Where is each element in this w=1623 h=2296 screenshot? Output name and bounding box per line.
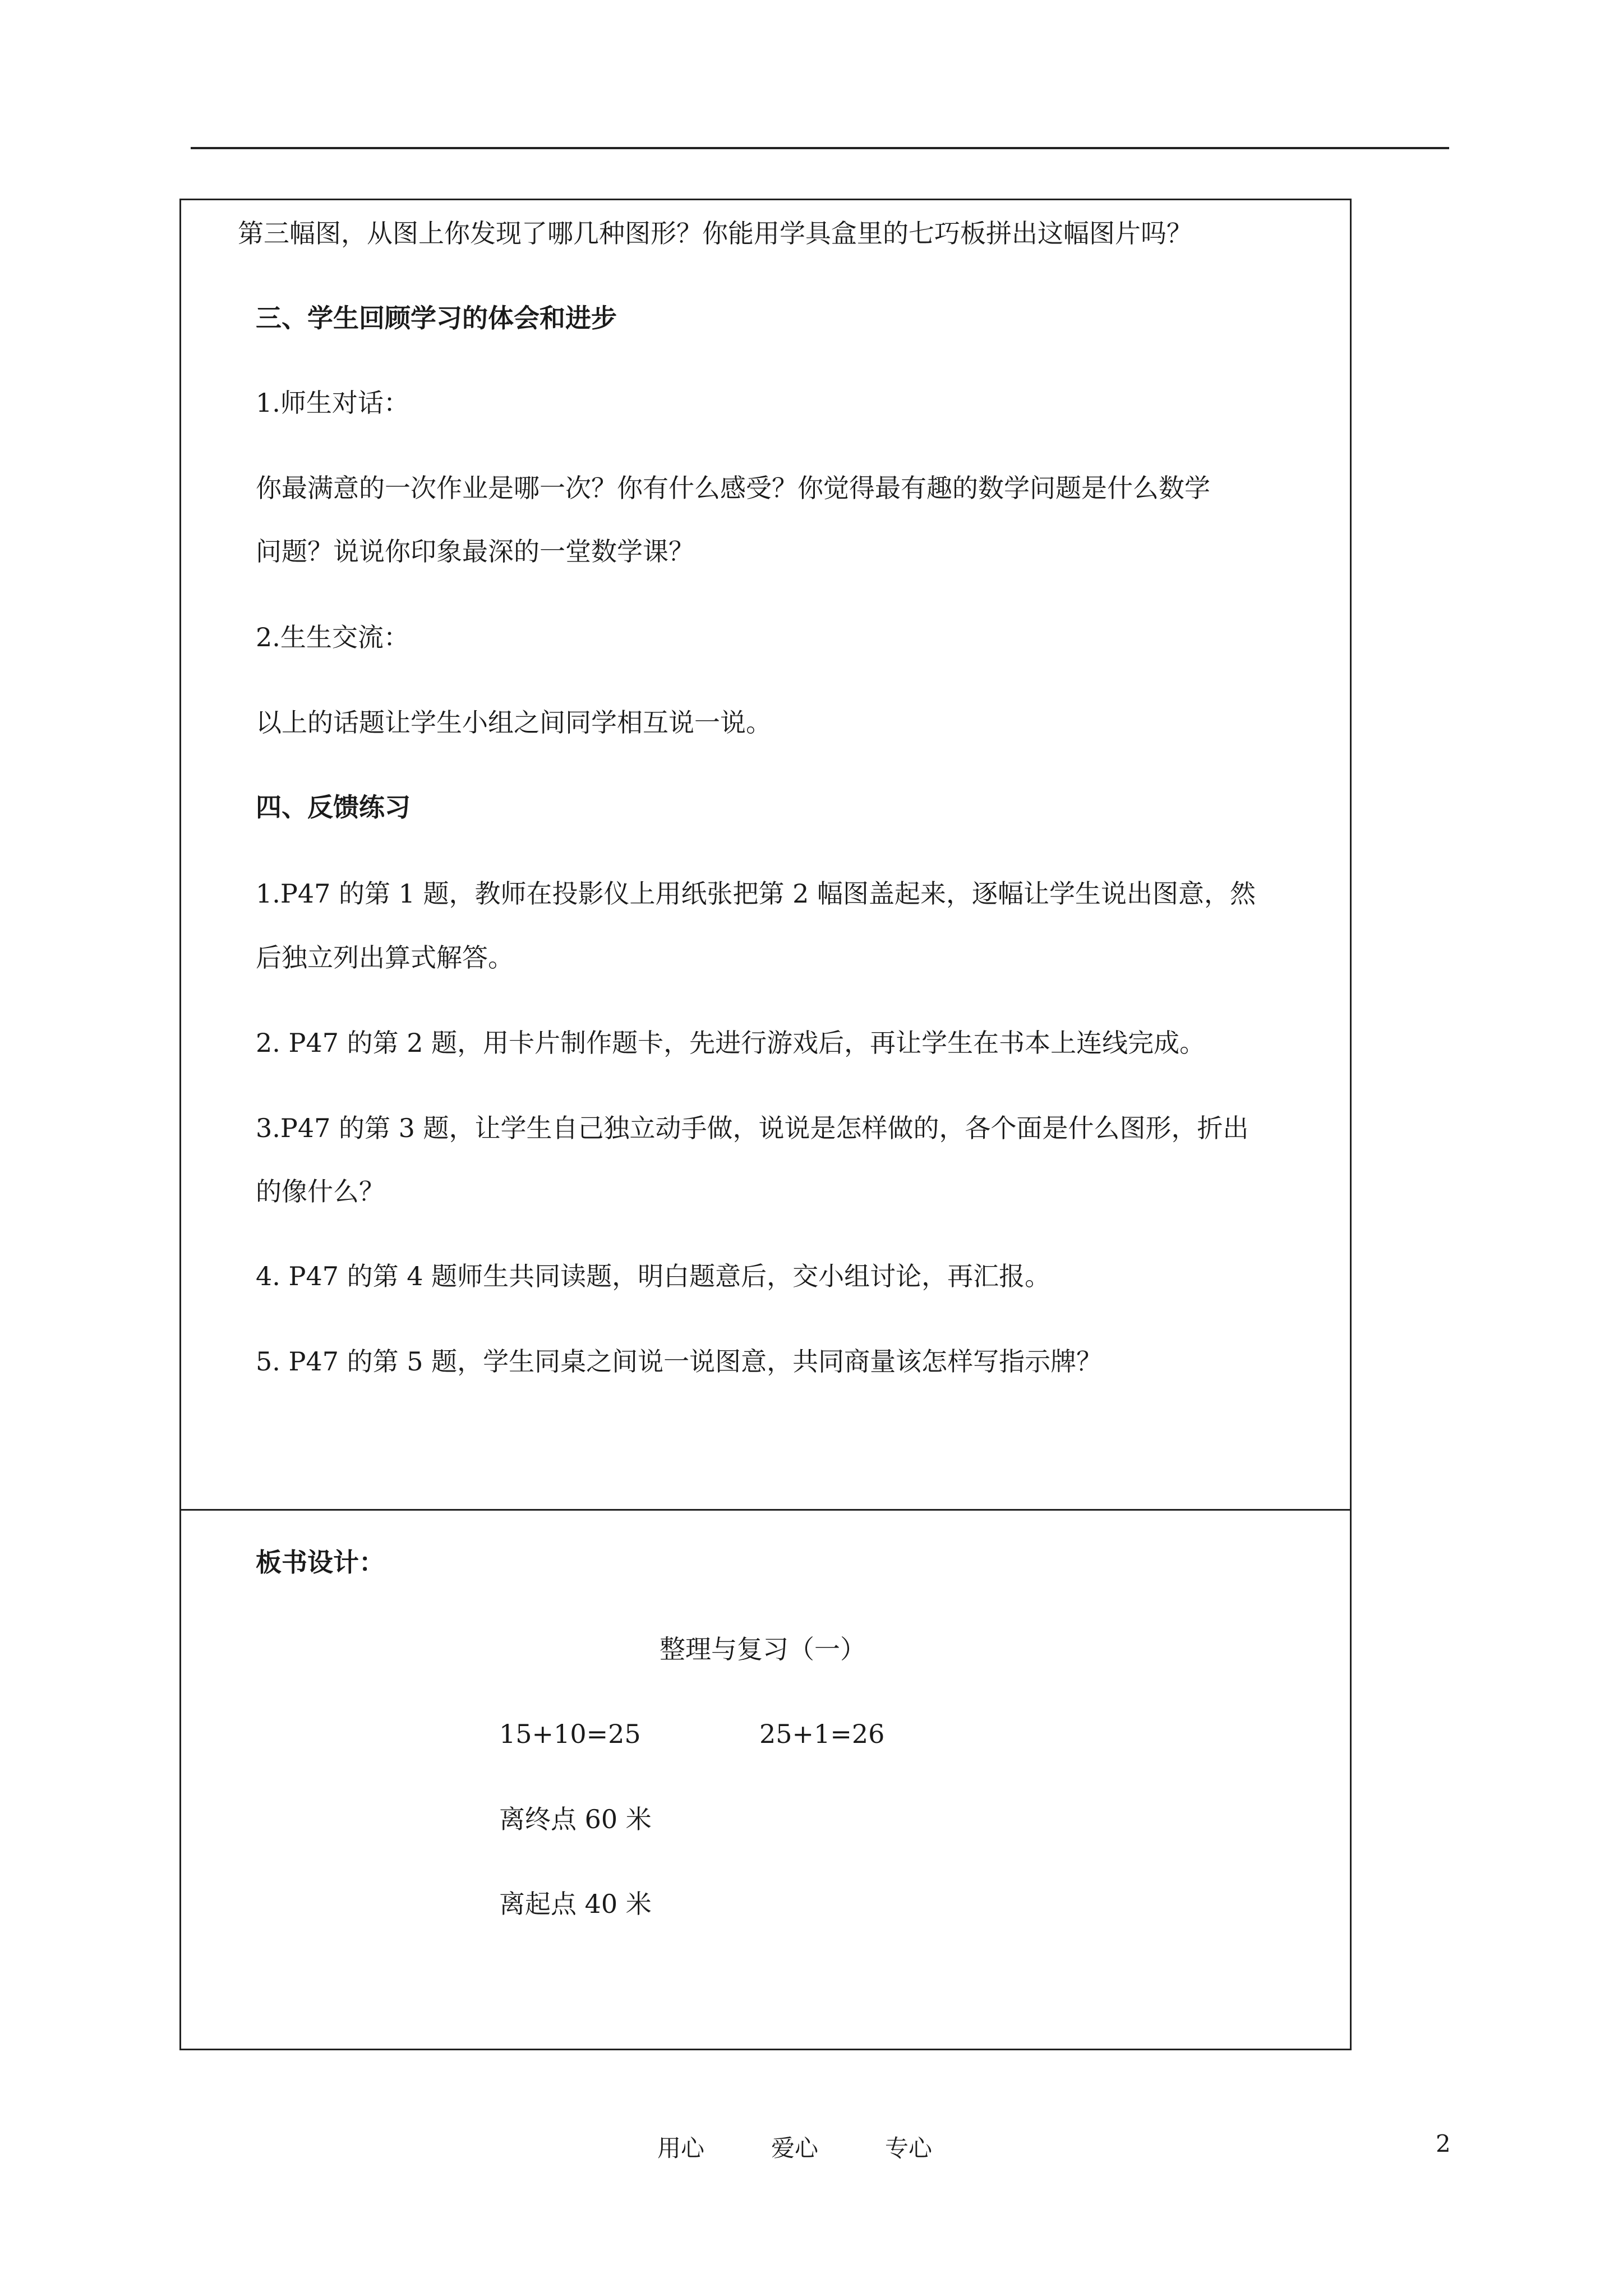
paragraph-exchange: 以上的话题让学生小组之间同学相互说一说。: [256, 707, 772, 738]
header-rule: [191, 147, 1449, 149]
board-line-distance-from-start: 离起点 40 米: [499, 1889, 652, 1919]
board-line-distance-to-finish: 离终点 60 米: [499, 1804, 652, 1834]
section-heading-feedback-practice: 四、反馈练习: [256, 792, 411, 822]
row-divider: [181, 1509, 1350, 1511]
section-heading-reflection: 三、学生回顾学习的体会和进步: [256, 303, 617, 333]
board-equation-1: 15+10=25: [499, 1719, 641, 1749]
board-design-label: 板书设计：: [256, 1547, 385, 1577]
exercise-5: 5. P47 的第 5 题，学生同桌之间说一说图意，共同商量该怎样写指示牌？: [256, 1346, 1103, 1377]
footer-word-1: 用心: [657, 2134, 705, 2162]
exercise-3-line1: 3.P47 的第 3 题，让学生自己独立动手做，说说是怎样做的，各个面是什么图形，折出: [256, 1113, 1249, 1143]
board-equation-2: 25+1=26: [759, 1719, 885, 1749]
paragraph-tangram-question: 第三幅图，从图上你发现了哪几种图形？你能用学具盒里的七巧板拼出这幅图片吗？: [238, 218, 1192, 249]
footer-word-2: 爱心: [771, 2134, 819, 2162]
exercise-3-line2: 的像什么？: [256, 1176, 385, 1207]
subheading-student-exchange: 2.生生交流：: [256, 622, 409, 652]
subheading-teacher-student-dialogue: 1.师生对话：: [256, 388, 409, 418]
board-title: 整理与复习（一）: [660, 1634, 866, 1664]
exercise-2: 2. P47 的第 2 题，用卡片制作题卡，先进行游戏后，再让学生在书本上连线完成。: [256, 1028, 1206, 1058]
exercise-4: 4. P47 的第 4 题师生共同读题，明白题意后，交小组讨论，再汇报。: [256, 1261, 1051, 1291]
exercise-1-line2: 后独立列出算式解答。: [256, 942, 514, 973]
page-number: 2: [1436, 2130, 1451, 2157]
paragraph-dialogue-line2: 问题？说说你印象最深的一堂数学课？: [256, 536, 694, 567]
footer-word-3: 专心: [885, 2134, 933, 2162]
paragraph-dialogue-line1: 你最满意的一次作业是哪一次？你有什么感受？你觉得最有趣的数学问题是什么数学: [256, 473, 1210, 503]
exercise-1-line1: 1.P47 的第 1 题，教师在投影仪上用纸张把第 2 幅图盖起来，逐幅让学生说出图意，然: [256, 878, 1256, 909]
